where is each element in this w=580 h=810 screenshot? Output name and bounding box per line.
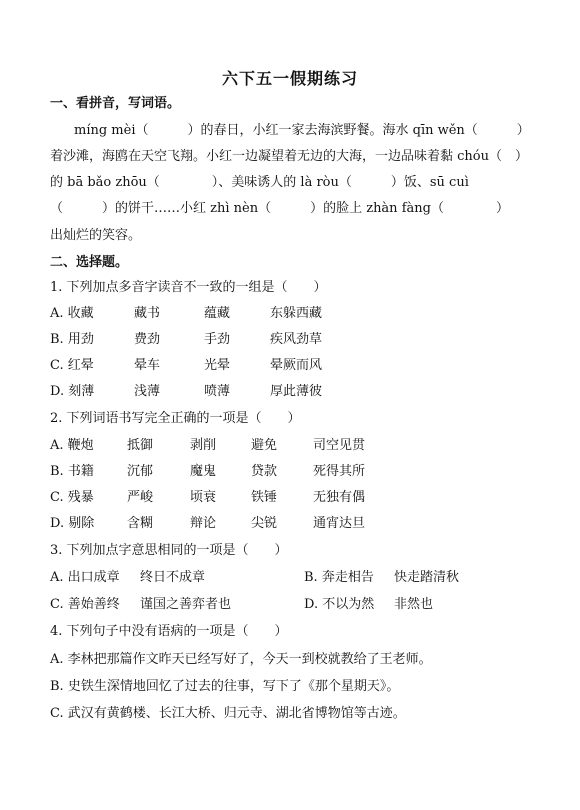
q3-option-d-2: 非然也 [394, 597, 434, 612]
question-1-stem: 1. 下列加点多音字读音不一致的一组是（ ） [50, 280, 327, 295]
q3-option-b-2: 快走踏清秋 [394, 570, 460, 585]
q1-option-c-4: 晕厥而风 [270, 358, 323, 373]
q2-option-b-1: B. 书籍 [50, 464, 94, 479]
q2-option-a-2: 抵御 [127, 438, 154, 453]
q2-option-c-5: 无独有偶 [313, 490, 366, 505]
q3-option-a-2: 终日不成章 [140, 570, 206, 585]
question-4-stem: 4. 下列句子中没有语病的一项是（ ） [50, 624, 288, 639]
question-2-stem: 2. 下列词语书写完全正确的一项是（ ） [50, 411, 301, 426]
section1-heading: 一、看拼音，写词语。 [50, 96, 181, 111]
q2-option-a-4: 避免 [251, 438, 278, 453]
q2-option-d-5: 通宵达旦 [313, 516, 366, 531]
q1-option-a-2: 藏书 [134, 306, 161, 321]
section1-line-5: 出灿烂的笑容。 [50, 228, 142, 243]
q1-option-b-2: 费劲 [134, 332, 161, 347]
q2-option-c-3: 顷衰 [190, 490, 217, 505]
q1-option-d-3: 喷薄 [204, 384, 231, 399]
q2-option-b-4: 贷款 [251, 464, 278, 479]
q1-option-a-3: 蕴藏 [204, 306, 231, 321]
section2-heading: 二、选择题。 [50, 255, 129, 270]
q3-option-c-2: 谨国之善弈者也 [140, 597, 232, 612]
q3-option-a-1: A. 出口成章 [50, 570, 120, 585]
section1-line-3: 的 bā bǎo zhōu（ ）、美味诱人的 là ròu（ ）饭、sū cuì [50, 175, 469, 190]
q2-option-d-1: D. 剔除 [50, 516, 95, 531]
q1-option-a-1: A. 收藏 [50, 306, 94, 321]
q1-option-d-4: 厚此薄彼 [270, 384, 323, 399]
q4-option-c: C. 武汉有黄鹤楼、长江大桥、归元寺、湖北省博物馆等古迹。 [50, 706, 406, 721]
q2-option-d-3: 辩论 [190, 516, 217, 531]
q3-option-d-1: D. 不以为然 [304, 597, 375, 612]
q2-option-c-2: 严峻 [127, 490, 154, 505]
q3-option-b-1: B. 奔走相告 [304, 570, 374, 585]
q2-option-b-5: 死得其所 [313, 464, 366, 479]
q1-option-b-3: 手劲 [204, 332, 231, 347]
q1-option-c-3: 光晕 [204, 358, 231, 373]
q2-option-d-2: 含糊 [127, 516, 154, 531]
question-3-stem: 3. 下列加点字意思相同的一项是（ ） [50, 543, 288, 558]
q3-option-c-1: C. 善始善终 [50, 597, 120, 612]
q2-option-a-1: A. 鞭炮 [50, 438, 94, 453]
q1-option-b-1: B. 用劲 [50, 332, 94, 347]
q1-option-c-2: 晕车 [134, 358, 161, 373]
q2-option-b-2: 沉郁 [127, 464, 154, 479]
section1-line-4: （ ）的饼干……小红 zhì nèn（ ）的脸上 zhàn fàng（ ） [50, 201, 509, 216]
q2-option-a-5: 司空见贯 [313, 438, 366, 453]
q1-option-d-2: 浅薄 [134, 384, 161, 399]
page-title: 六下五一假期练习 [221, 69, 358, 88]
q1-option-d-1: D. 刻薄 [50, 384, 95, 399]
q2-option-a-3: 剥削 [190, 438, 217, 453]
q2-option-c-1: C. 残暴 [50, 490, 94, 505]
q1-option-a-4: 东躲西藏 [270, 306, 323, 321]
q4-option-a: A. 李林把那篇作文昨天已经写好了，今天一到校就教给了王老师。 [50, 652, 432, 667]
q1-option-c-1: C. 红晕 [50, 358, 94, 373]
q2-option-c-4: 铁锤 [251, 490, 278, 505]
q2-option-b-3: 魔鬼 [190, 464, 217, 479]
q4-option-b: B. 史铁生深情地回忆了过去的往事，写下了《那个星期天》。 [50, 679, 400, 694]
section1-line-1: míng mèi（ ）的春日，小红一家去海滨野餐。海水 qīn wěn（ ） [74, 123, 530, 138]
q1-option-b-4: 疾风劲草 [270, 332, 323, 347]
q2-option-d-4: 尖锐 [251, 516, 278, 531]
section1-line-2: 着沙滩，海鸥在天空飞翔。小红一边凝望着无边的大海，一边品味着黏 chóu（ ） [50, 149, 528, 164]
